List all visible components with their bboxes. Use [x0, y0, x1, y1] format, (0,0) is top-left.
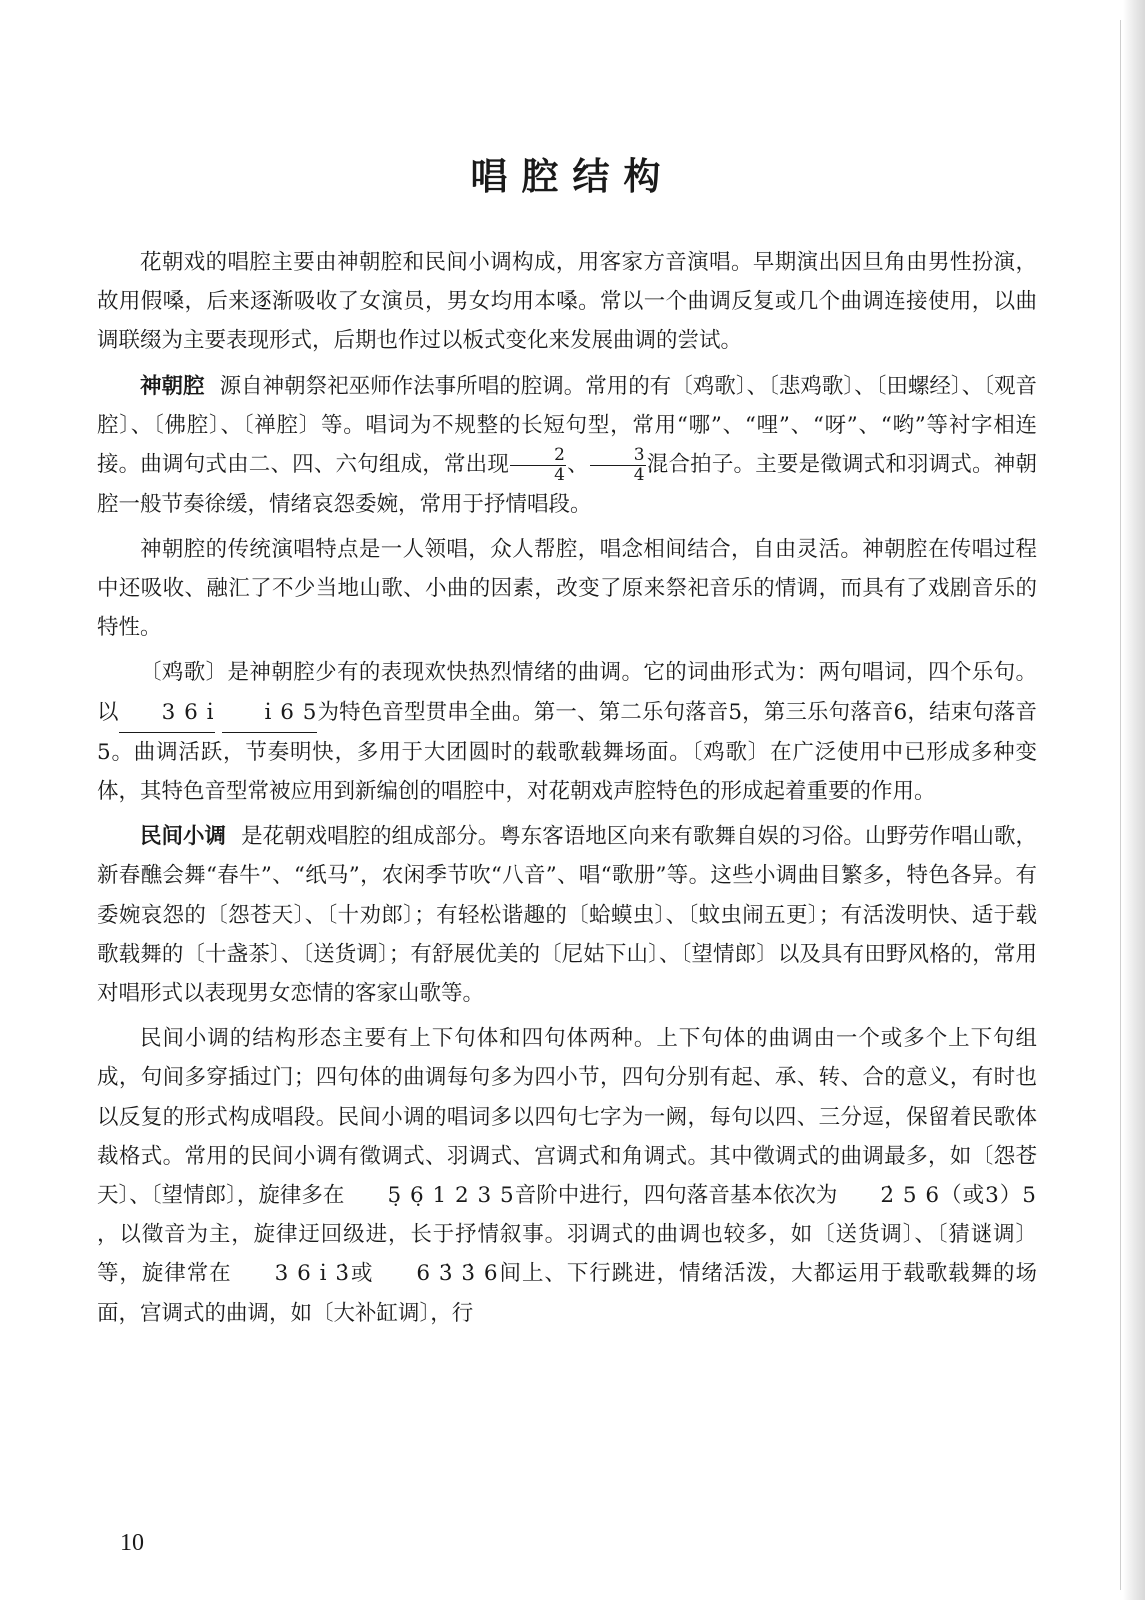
- fraction-denominator: 4: [554, 464, 565, 485]
- term-shenchaoqiang: 神朝腔: [140, 373, 205, 399]
- binding-line: [1120, 20, 1121, 1590]
- notation-figure-4: 6 3̇ 3̇ 6: [416, 1261, 499, 1287]
- paragraph-text: 或: [350, 1261, 374, 1287]
- paragraph-minjian-xiaodiao: [97, 817, 1037, 1013]
- body-text: [97, 243, 1037, 1339]
- term-minjian-xiaodiao: 民间小调: [140, 824, 227, 850]
- paragraph-intro: 花朝戏的唱腔主要由神朝腔和民间小调构成，用客家方音演唱。早期演出因旦角由男性扮演，故用假嗓，后来逐渐吸收了女演员，男女均用本嗓。常以一个曲调反复或几个曲调连接使用，以曲调联缀为主要表现形式，后期也作过以板式变化来发展曲调的尝试。: [97, 250, 1037, 354]
- fraction-numerator: 2: [510, 446, 566, 466]
- paragraph-text: ，以徵音为主，旋律迂回级进，长于抒情叙事。羽调式的曲调也较多，如〔送货调〕、〔猜谜调〕等，旋律常在: [97, 1222, 1037, 1287]
- binding-shadow: [1123, 0, 1145, 1600]
- paragraph-text: 源自神朝祭祀巫师作法事所唱的腔调。常用的有〔鸡歌〕、〔悲鸡歌〕、〔田螺经〕、〔观音腔〕、〔佛腔〕、〔禅腔〕等。唱词为不规整的长短句型，常用“哪”、“哩”、“呀”、“哟”等衬字相连接。曲调句式由二、四、六句组成，常出现: [97, 373, 1037, 478]
- fraction-denominator: 4: [633, 464, 645, 485]
- paragraph-text: 间上、下行跳进，情绪活泼，大都运用于载歌载舞的场面，宫调式的曲调，如〔大补缸调〕，行: [97, 1261, 1037, 1326]
- paragraph-text: 〔鸡歌〕是神朝腔少有的表现欢快热烈情绪的曲调。它的词曲形式为：两句唱词，四个乐句。以: [97, 660, 1037, 725]
- notation-scale: 5̣ 6̣ 1 2 3 5: [387, 1182, 515, 1208]
- paragraph-text: 民间小调的结构形态主要有上下句体和四句体两种。上下句体的曲调由一个或多个上下句组成，句间多穿插过门；四句体的曲调每句多为四小节，四句分别有起、承、转、合的意义，有时也以反复的形式构成唱段。民间小调的唱词多以四句七字为一阙，每句以四、三分逗，保留着民歌体裁格式。常用的民间小调有徵调式、羽调式、宫调式和角调式。其中徵调式的曲调最多，如〔怨苍天〕、〔望情郎〕，旋律多在: [97, 1026, 1037, 1208]
- notation-figure-2: i̇ 6 5: [222, 693, 318, 733]
- paragraph-singing-features: 神朝腔的传统演唱特点是一人领唱，众人帮腔，唱念相间结合，自由灵活。神朝腔在传唱过程中还吸收、融汇了不少当地山歌、小曲的因素，改变了原来祭祀音乐的情调，而具有了戏剧音乐的特性。: [97, 536, 1037, 641]
- paragraph-text: 为特色音型贯串全曲。第一、第二乐句落音5，第三乐句落音6，结束句落音5。曲调活跃，节奏明快，多用于大团圆时的载歌载舞场面。〔鸡歌〕在广泛使用中已形成多种变体，其特色音型常被应用到新编创的唱腔中，对花朝戏声腔特色的形成起着重要的作用。: [97, 699, 1037, 804]
- paragraph-structure: [97, 1019, 1037, 1333]
- paragraph-shenchaoqiang: [97, 367, 1037, 524]
- paragraph-text: 音阶中进行，四句落音基本依次为: [514, 1182, 838, 1208]
- paragraph-text: 混合拍子。主要是徵调式和羽调式。神朝腔一般节奏徐缓，情绪哀怨委婉，常用于抒情唱段。: [97, 452, 1037, 517]
- paragraph-text: 是花朝戏唱腔的组成部分。粤东客语地区向来有歌舞自娱的习俗。山野劳作唱山歌，新春醮会舞“春牛”、“纸马”，农闲季节吹“八音”、唱“歌册”等。这些小调曲目繁多，特色各异。有委婉哀怨的〔怨苍天〕、〔十劝郎〕；有轻松谐趣的〔蛤蟆虫〕、〔蚊虫闹五更〕；有活泼明快、适于载歌载舞的〔十盏茶〕、〔送货调〕；有舒展优美的〔尼姑下山〕、〔望情郎〕以及具有田野风格的，常用对唱形式以表现男女恋情的客家山歌等。: [97, 824, 1037, 1006]
- time-signature-2-4: [510, 446, 566, 485]
- page-title: 唱腔结构: [470, 155, 675, 198]
- separator: 、: [566, 452, 589, 478]
- notation-figure-1: 3 6 i̇: [119, 693, 215, 733]
- notation-figure-3: 3 6 i̇ 3̇: [274, 1261, 351, 1287]
- paragraph-jige: [97, 653, 1037, 811]
- page-number: 10: [120, 1530, 144, 1556]
- notation-cadence: 2̇ 5 6（或3）5: [880, 1182, 1037, 1208]
- fraction-numerator: 3: [590, 446, 646, 466]
- time-signature-3-4: [590, 446, 646, 485]
